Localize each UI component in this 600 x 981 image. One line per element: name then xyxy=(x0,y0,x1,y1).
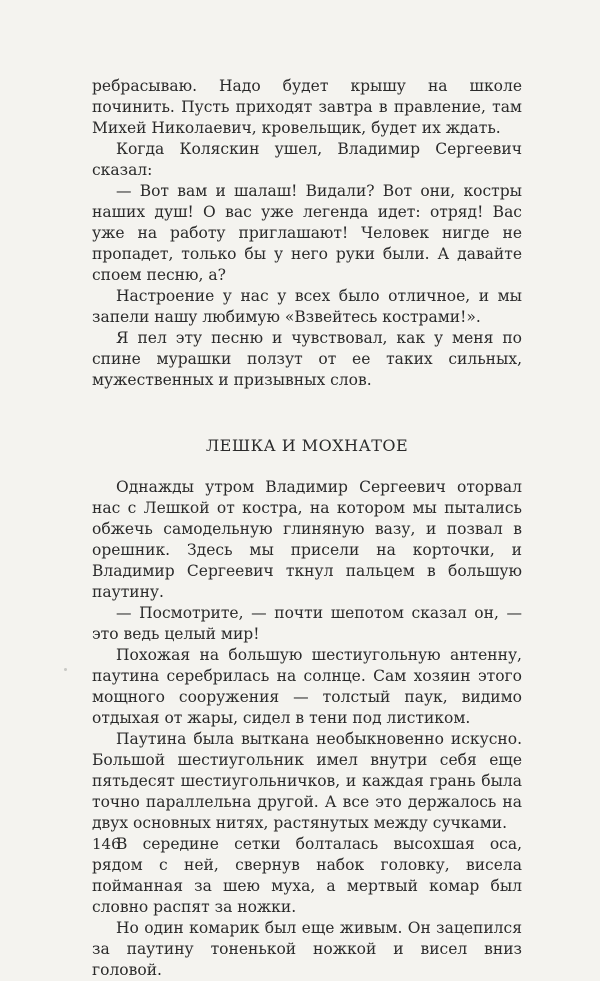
paragraph: Настроение у нас у всех было отличное, и мы запели нашу любимую «Взвейтесь кострами!». xyxy=(92,287,522,326)
page-number: 146 xyxy=(92,835,121,853)
paragraph: ребрасываю. Надо будет крышу на школе починить. Пусть приходят завтра в правление, там Михей Николаевич, кровельщик, будет их ждать. xyxy=(92,77,522,137)
paragraph: Но один комарик был еще живым. Он зацепился за паутину тоненькой ножкой и висел вниз головой. xyxy=(92,919,522,979)
paragraph: Паутина была выткана необыкновенно искусно. Большой шестиугольник имел внутри себя еще пятьдесят шестиугольничков, и каждая грань была точно параллельна другой. А все это держалось на двух основных нитях, растянутых между сучками. xyxy=(92,730,522,832)
chapter-text xyxy=(92,477,522,981)
chapter-title: ЛЕШКА И МОХНАТОЕ xyxy=(205,436,409,455)
paragraph: Я пел эту песню и чувствовал, как у меня по спине мурашки ползут от ее таких сильных, мужественных и призывных слов. xyxy=(92,329,522,389)
paragraph: — Вот вам и шалаш! Видали? Вот они, костры наших душ! О вас уже легенда идет: отряд! Вас уже на работу приглашают! Человек нигде не пропадет, только бы у него руки были. А давайте споем песню, а? xyxy=(92,182,522,284)
paragraph: — Посмотрите, — почти шепотом сказал он, — это ведь целый мир! xyxy=(92,604,522,643)
paragraph: Однажды утром Владимир Сергеевич оторвал нас с Лешкой от костра, на котором мы пытались обжечь самодельную глиняную вазу, и позвал в орешник. Здесь мы присели на корточки, и Владимир Сергеевич ткнул пальцем в большую паутину. xyxy=(92,478,522,601)
paragraph: Похожая на большую шестиугольную антенну, паутина серебрилась на солнце. Сам хозяин этого мощного сооружения — толстый паук, видимо отдыхая от жары, сидел в тени под листиком. xyxy=(92,646,522,727)
page-body xyxy=(92,76,522,981)
paper-speck xyxy=(64,668,67,671)
section-before xyxy=(92,76,522,391)
paragraph: Когда Коляскин ушел, Владимир Сергеевич сказал: xyxy=(92,140,522,179)
paragraph: В середине сетки болталась высохшая оса, рядом с ней, свернув набок головку, висела пойманная за шею муха, а мертвый комар был словно распят за ножки. xyxy=(92,835,522,916)
